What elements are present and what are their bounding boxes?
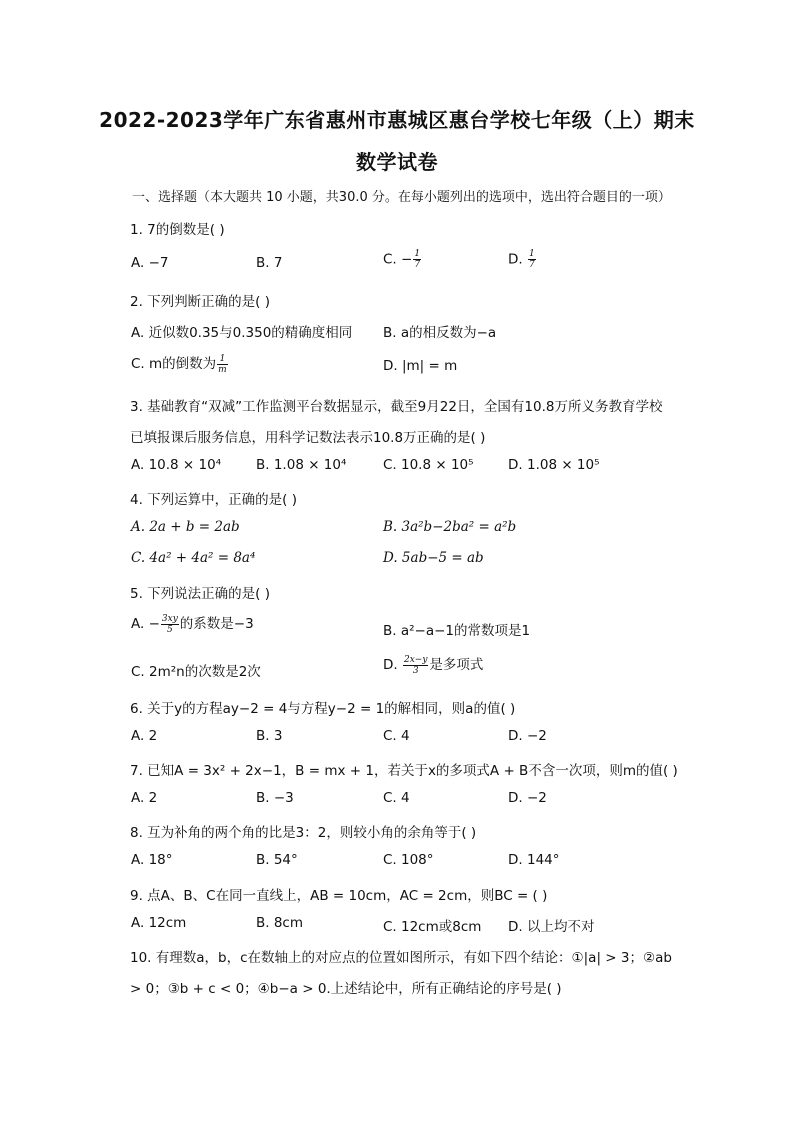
question-5-option-d-text: 是多项式 (429, 657, 484, 673)
question-3-stem-line2: 已填报课后服务信息，用科学记数法表示10.8万正确的是( ) (130, 430, 486, 446)
fraction (528, 249, 536, 270)
question-5-option-d (383, 653, 483, 676)
question-9-option-d: D. 以上均不对 (508, 919, 595, 935)
question-4-option-a: A. 2a + b = 2ab (131, 519, 240, 535)
question-3-option-a: A. 10.8 × 10⁴ (131, 457, 222, 473)
fraction (403, 655, 428, 676)
question-2-option-c (131, 352, 229, 375)
question-3-option-c: C. 10.8 × 10⁵ (383, 457, 474, 473)
question-3-option-d: D. 1.08 × 10⁵ (508, 457, 600, 473)
question-10-stem-line2: > 0；③b + c < 0；④b−a > 0.上述结论中，所有正确结论的序号是( ) (130, 981, 562, 997)
question-1-stem: 1. 7的倒数是( ) (130, 222, 225, 238)
question-4-stem: 4. 下列运算中，正确的是( ) (130, 492, 297, 508)
question-5-stem: 5. 下列说法正确的是( ) (130, 586, 270, 602)
question-2-option-a: A. 近似数0.35与0.350的精确度相同 (131, 325, 353, 341)
question-1-option-d-label: D. (508, 251, 527, 268)
fraction-denominator: 5 (166, 624, 173, 635)
question-9-option-b: B. 8cm (256, 915, 304, 931)
fraction-numerator: 1 (528, 249, 535, 259)
fraction (217, 354, 228, 375)
question-8-option-a: A. 18° (131, 852, 173, 868)
question-9-option-a: A. 12cm (131, 915, 187, 931)
question-2-option-b: B. a的相反数为−a (383, 325, 497, 341)
fraction-numerator: 1 (414, 249, 421, 259)
question-7-option-c: C. 4 (383, 790, 410, 806)
question-5-option-b: B. a²−a−1的常数项是1 (383, 623, 531, 639)
question-9-stem: 9. 点A、B、C在同一直线上，AB = 10cm，AC = 2cm，则BC = ( ) (130, 888, 548, 904)
question-5-option-c: C. 2m²n的次数是2次 (131, 664, 261, 680)
question-5-option-d-prefix: D. (383, 657, 402, 673)
fraction (161, 614, 179, 635)
question-8-option-c: C. 108° (383, 852, 434, 868)
question-7-option-b: B. −3 (256, 790, 294, 806)
question-4-option-b: B. 3a²b−2ba² = a²b (383, 519, 517, 535)
question-1-option-b: B. 7 (256, 255, 283, 271)
question-2-option-d: D. |m| = m (383, 358, 458, 374)
fraction-denominator: 7 (414, 260, 421, 270)
question-6-option-a: A. 2 (131, 728, 158, 744)
question-7-option-d: D. −2 (508, 790, 547, 806)
question-2-option-c-label: C. m的倒数为 (131, 356, 217, 372)
question-4-option-d: D. 5ab−5 = ab (383, 550, 484, 566)
question-8-option-d: D. 144° (508, 852, 560, 868)
section-heading: 一、选择题（本大题共 10 小题，共30.0 分。在每小题列出的选项中，选出符合题目的一项） (132, 190, 671, 205)
question-1-option-c (383, 249, 422, 270)
fraction-numerator: 1 (217, 354, 228, 365)
question-6-stem: 6. 关于y的方程ay−2 = 4与方程y−2 = 1的解相同，则a的值( ) (130, 701, 516, 717)
exam-title-line2: 数学试卷 (356, 150, 438, 174)
exam-title-line1: 2022-2023学年广东省惠州市惠城区惠台学校七年级（上）期末 (99, 108, 695, 132)
fraction-numerator: 2x−y (403, 654, 428, 665)
fraction-denominator: 3 (412, 665, 419, 676)
fraction-numerator: 3xy (161, 613, 178, 624)
question-8-stem: 8. 互为补角的两个角的比是3：2，则较小角的余角等于( ) (130, 825, 477, 841)
fraction-denominator: m (218, 364, 227, 375)
question-1-option-d (508, 249, 537, 270)
question-1-option-c-label: C. − (383, 251, 413, 268)
question-4-option-c: C. 4a² + 4a² = 8a⁴ (131, 550, 256, 566)
question-5-option-a (131, 612, 254, 635)
question-5-option-a-prefix: A. − (131, 616, 160, 632)
question-6-option-b: B. 3 (256, 728, 283, 744)
question-8-option-b: B. 54° (256, 852, 298, 868)
fraction (413, 249, 421, 270)
fraction-denominator: 7 (528, 260, 535, 270)
question-3-stem-line1: 3. 基础教育“双减”工作监测平台数据显示，截至9月22日，全国有10.8万所义务教育学校 (130, 399, 663, 415)
question-7-option-a: A. 2 (131, 790, 158, 806)
question-6-option-d: D. −2 (508, 728, 547, 744)
question-6-option-c: C. 4 (383, 728, 410, 744)
question-3-option-b: B. 1.08 × 10⁴ (256, 457, 347, 473)
question-2-stem: 2. 下列判断正确的是( ) (130, 294, 270, 310)
question-5-option-a-text: 的系数是−3 (179, 616, 254, 632)
question-10-stem-line1: 10. 有理数a，b，c在数轴上的对应点的位置如图所示，有如下四个结论：①|a| > 3；②ab (130, 950, 672, 966)
question-7-stem: 7. 已知A = 3x² + 2x−1，B = mx + 1，若关于x的多项式A + B不含一次项，则m的值( ) (130, 763, 678, 779)
question-1-option-a: A. −7 (131, 255, 169, 271)
question-9-option-c: C. 12cm或8cm (383, 919, 482, 935)
